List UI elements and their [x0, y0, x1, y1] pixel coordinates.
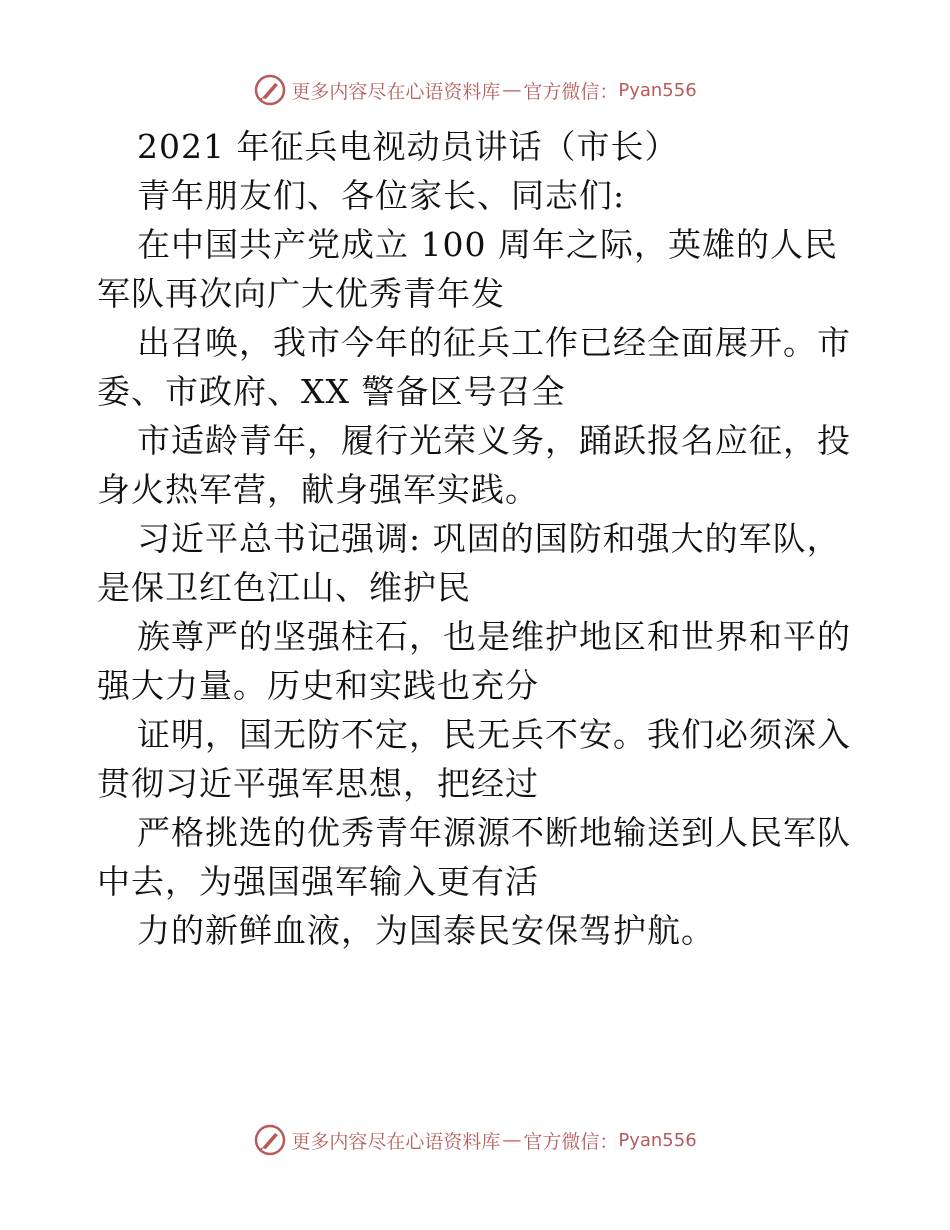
watermark-official-label: 官方微信：: [523, 80, 619, 103]
paragraph-line: 证明，国无防不定，民无兵不安。我们必须深入: [137, 715, 851, 754]
paragraph-line: 委、市政府、XX 警备区号召全: [97, 372, 566, 411]
watermark-official-label: 官方微信：: [523, 1130, 619, 1153]
paragraph-line: 身火热军营，献身强军实践。: [97, 470, 539, 509]
paragraph-line: 在中国共产党成立 100 周年之际，英雄的人民: [137, 225, 838, 264]
paragraph-line: 严格挑选的优秀青年源源不断地输送到人民军队: [137, 813, 851, 852]
watermark-text: 更多内容尽在心语资料库: [291, 80, 501, 103]
watermark-wechat-id: Pyan556: [618, 79, 697, 101]
footer-watermark: [0, 1122, 950, 1158]
salutation: 青年朋友们、各位家长、同志们:: [137, 176, 626, 215]
watermark-separator: —: [502, 79, 522, 101]
watermark-text: 更多内容尽在心语资料库: [291, 1130, 501, 1153]
paragraph-line: 市适龄青年，履行光荣义务，踊跃报名应征，投: [137, 421, 851, 460]
paragraph-line: 贯彻习近平强军思想，把经过: [97, 764, 539, 803]
quill-badge-icon: [253, 73, 287, 107]
watermark-wechat-id: Pyan556: [618, 1129, 697, 1151]
paragraph-line: 中去，为强国强军输入更有活: [97, 862, 539, 901]
document-body: [97, 122, 857, 955]
paragraph-line: 军队再次向广大优秀青年发: [97, 274, 505, 313]
paragraph-line: 族尊严的坚强柱石，也是维护地区和世界和平的: [137, 617, 851, 656]
paragraph-line: 力的新鲜血液，为国泰民安保驾护航。: [137, 911, 715, 950]
document-title: 2021 年征兵电视动员讲话（市长）: [137, 127, 679, 166]
quill-badge-icon: [253, 1123, 287, 1157]
header-watermark: [0, 72, 950, 108]
paragraph-line: 是保卫红色江山、维护民: [97, 568, 471, 607]
paragraph-line: 习近平总书记强调: 巩固的国防和强大的军队，: [137, 519, 841, 558]
paragraph-line: 强大力量。历史和实践也充分: [97, 666, 539, 705]
watermark-separator: —: [502, 1129, 522, 1151]
paragraph-line: 出召唤，我市今年的征兵工作已经全面展开。市: [137, 323, 851, 362]
